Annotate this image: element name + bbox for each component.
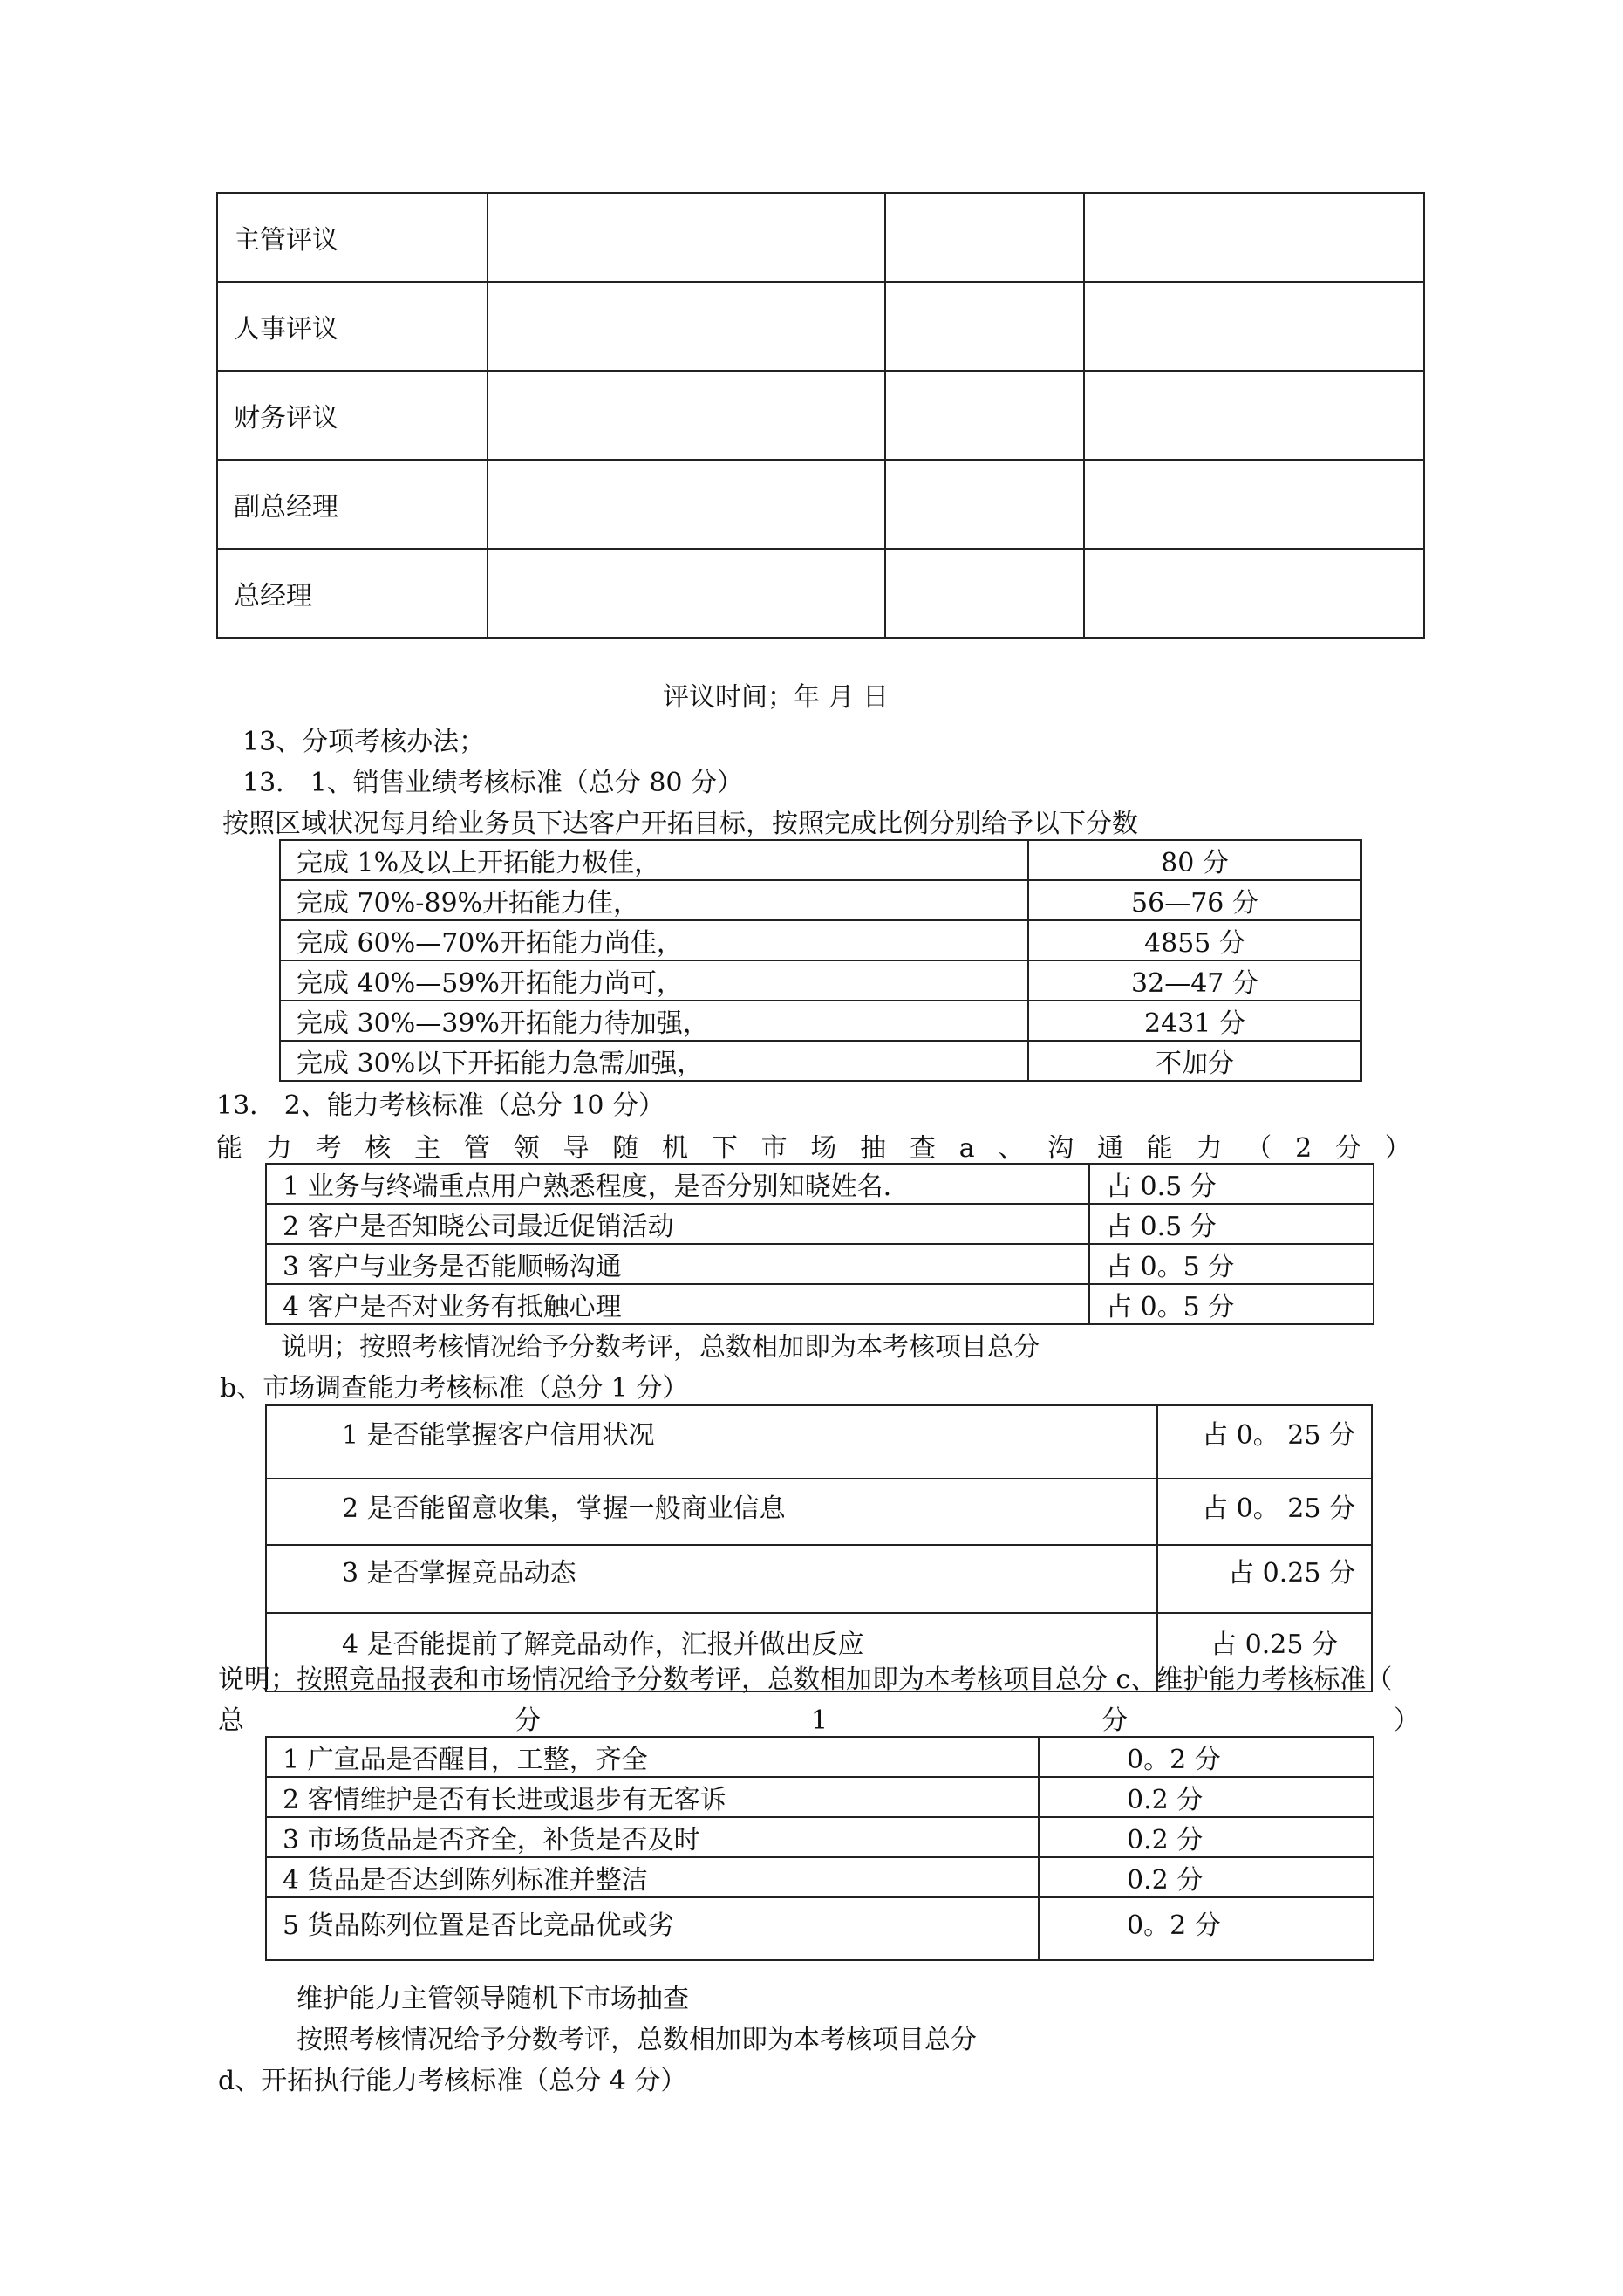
criteria-cell: 完成 40%—59%开拓能力尚可， [280,960,1028,1001]
spread-char: 核 [365,1133,392,1164]
market-survey-table [265,1404,1373,1692]
criteria-cell: 3 市场货品是否齐全，补货是否及时 [266,1817,1039,1857]
spread-char: 能 [1146,1133,1173,1164]
spread-char: 领 [513,1133,540,1164]
blank-cell [1084,549,1424,638]
score-number: 1 [811,1705,829,1736]
blank-cell [488,371,885,460]
close-paren: ） [1394,1705,1420,1736]
spread-char: 下 [711,1133,738,1164]
spread-char: 查 [909,1133,936,1164]
sales-score-table [279,839,1362,1082]
table-row [280,1041,1361,1081]
blank-cell [885,460,1084,549]
criteria-cell: 完成 60%—70%开拓能力尚佳， [280,920,1028,960]
spread-char: a [958,1133,975,1164]
spread-char: 管 [463,1133,490,1164]
communication-note: 说明；按照考核情况给予分数考评，总数相加即为本考核项目总分 [281,1332,1040,1363]
score-cell: 0.2 分 [1039,1817,1374,1857]
table-row [217,282,1424,371]
score-cell: 56—76 分 [1028,880,1361,920]
execution-heading: d、开拓执行能力考核标准（总分 4 分） [218,2066,687,2096]
section-13-1-heading: 13． 1、销售业绩考核标准（总分 80 分） [242,768,744,798]
score-cell: 2431 分 [1028,1001,1361,1041]
maintenance-total-line [218,1705,1420,1736]
spread-char: 通 [1096,1133,1123,1164]
blank-cell [488,460,885,549]
spread-char: （ [1245,1133,1272,1164]
section-13-1-intro: 按照区域状况每月给业务员下达客户开拓目标，按照完成比例分别给予以下分数 [222,809,1138,839]
criteria-cell: 2 客户是否知晓公司最近促销活动 [266,1204,1089,1244]
row-label: 人事评议 [217,282,488,371]
blank-cell [488,193,885,282]
table-row [266,1777,1374,1817]
score-cell: 0。2 分 [1039,1737,1374,1777]
criteria-cell: 2 是否能留意收集，掌握一般商业信息 [266,1479,1157,1545]
score-cell: 80 分 [1028,840,1361,880]
table-row [266,1545,1372,1613]
table-row [280,1001,1361,1041]
criteria-cell: 完成 1%及以上开拓能力极佳， [280,840,1028,880]
score-cell: 不加分 [1028,1041,1361,1081]
row-label: 财务评议 [217,371,488,460]
spread-char: 2 [1295,1133,1313,1164]
criteria-cell: 4 客户是否对业务有抵触心理 [266,1284,1089,1324]
score-char: 分 [515,1705,541,1736]
table-row [266,1817,1374,1857]
blank-cell [1084,371,1424,460]
row-label: 副总经理 [217,460,488,549]
score-cell: 占 0。5 分 [1089,1244,1374,1284]
blank-cell [885,549,1084,638]
total-char: 总 [218,1705,244,1736]
spread-char: 、 [998,1133,1025,1164]
review-table [216,192,1425,639]
spread-char: 力 [1196,1133,1223,1164]
score-cell: 占 0。 25 分 [1157,1479,1372,1545]
blank-cell [885,193,1084,282]
blank-cell [1084,460,1424,549]
table-row [266,1897,1374,1960]
score-cell: 占 0.25 分 [1157,1613,1372,1691]
table-row [217,371,1424,460]
maintenance-table [265,1736,1374,1961]
spread-char: 考 [315,1133,342,1164]
spread-char: 力 [265,1133,292,1164]
spread-char: 抽 [860,1133,887,1164]
score-cell: 0。2 分 [1039,1897,1374,1960]
table-row [280,960,1361,1001]
table-row [266,1164,1374,1204]
score-cell: 0.2 分 [1039,1777,1374,1817]
table-row [280,880,1361,920]
score-cell: 占 0。5 分 [1089,1284,1374,1324]
criteria-cell: 完成 30%以下开拓能力急需加强， [280,1041,1028,1081]
score-cell: 占 0.5 分 [1089,1204,1374,1244]
spread-char: 能 [216,1133,242,1164]
table-row [266,1284,1374,1324]
table-row [266,1857,1374,1897]
spread-char: 分 [1334,1133,1361,1164]
section-13-heading: 13、分项考核办法； [242,727,486,757]
communication-table [265,1163,1374,1325]
table-row [266,1244,1374,1284]
spread-char: 沟 [1047,1133,1074,1164]
criteria-cell: 2 客情维护是否有长进或退步有无客诉 [266,1777,1039,1817]
maintenance-note-2: 按照考核情况给予分数考评，总数相加即为本考核项目总分 [297,2025,977,2055]
criteria-cell: 3 客户与业务是否能顺畅沟通 [266,1244,1089,1284]
blank-cell [488,549,885,638]
criteria-cell: 完成 70%-89%开拓能力佳， [280,880,1028,920]
blank-cell [885,282,1084,371]
market-survey-heading: b、市场调查能力考核标准（总分 1 分） [220,1373,689,1404]
spread-char: 机 [662,1133,689,1164]
table-row [266,1204,1374,1244]
score-cell: 占 0.5 分 [1089,1164,1374,1204]
row-label: 主管评议 [217,193,488,282]
criteria-cell: 4 是否能提前了解竞品动作，汇报并做出反应 [266,1613,1157,1691]
spread-char: ） [1384,1133,1411,1164]
table-row [217,193,1424,282]
table-row [217,549,1424,638]
table-row [280,840,1361,880]
table-row [280,920,1361,960]
score-cell: 0.2 分 [1039,1857,1374,1897]
table-row [217,460,1424,549]
score-cell: 4855 分 [1028,920,1361,960]
market-survey-note: 说明；按照竞品报表和市场情况给予分数考评，总数相加即为本考核项目总分 c、维护能力考核标准（ [218,1664,1393,1695]
ability-check-line [216,1133,1411,1164]
score-cell: 占 0。 25 分 [1157,1405,1372,1479]
criteria-cell: 完成 30%—39%开拓能力待加强， [280,1001,1028,1041]
spread-char: 场 [810,1133,837,1164]
blank-cell [488,282,885,371]
criteria-cell: 3 是否掌握竞品动态 [266,1545,1157,1613]
table-row [266,1479,1372,1545]
criteria-cell: 5 货品陈列位置是否比竞品优或劣 [266,1897,1039,1960]
criteria-cell: 1 广宣品是否醒目，工整，齐全 [266,1737,1039,1777]
spread-char: 随 [612,1133,639,1164]
table-row [266,1405,1372,1479]
score-cell: 32—47 分 [1028,960,1361,1001]
section-13-2-heading: 13． 2、能力考核标准（总分 10 分） [216,1090,665,1121]
table-row [266,1737,1374,1777]
criteria-cell: 1 是否能掌握客户信用状况 [266,1405,1157,1479]
row-label: 总经理 [217,549,488,638]
blank-cell [1084,282,1424,371]
spread-char: 市 [760,1133,788,1164]
blank-cell [885,371,1084,460]
score-char: 分 [1101,1705,1128,1736]
blank-cell [1084,193,1424,282]
score-cell: 占 0.25 分 [1157,1545,1372,1613]
criteria-cell: 4 货品是否达到陈列标准并整洁 [266,1857,1039,1897]
spread-char: 导 [563,1133,590,1164]
review-time: 评议时间；年 月 日 [663,682,890,713]
criteria-cell: 1 业务与终端重点用户熟悉程度，是否分别知晓姓名. [266,1164,1089,1204]
maintenance-note-1: 维护能力主管领导随机下市场抽查 [297,1984,689,2014]
spread-char: 主 [414,1133,441,1164]
